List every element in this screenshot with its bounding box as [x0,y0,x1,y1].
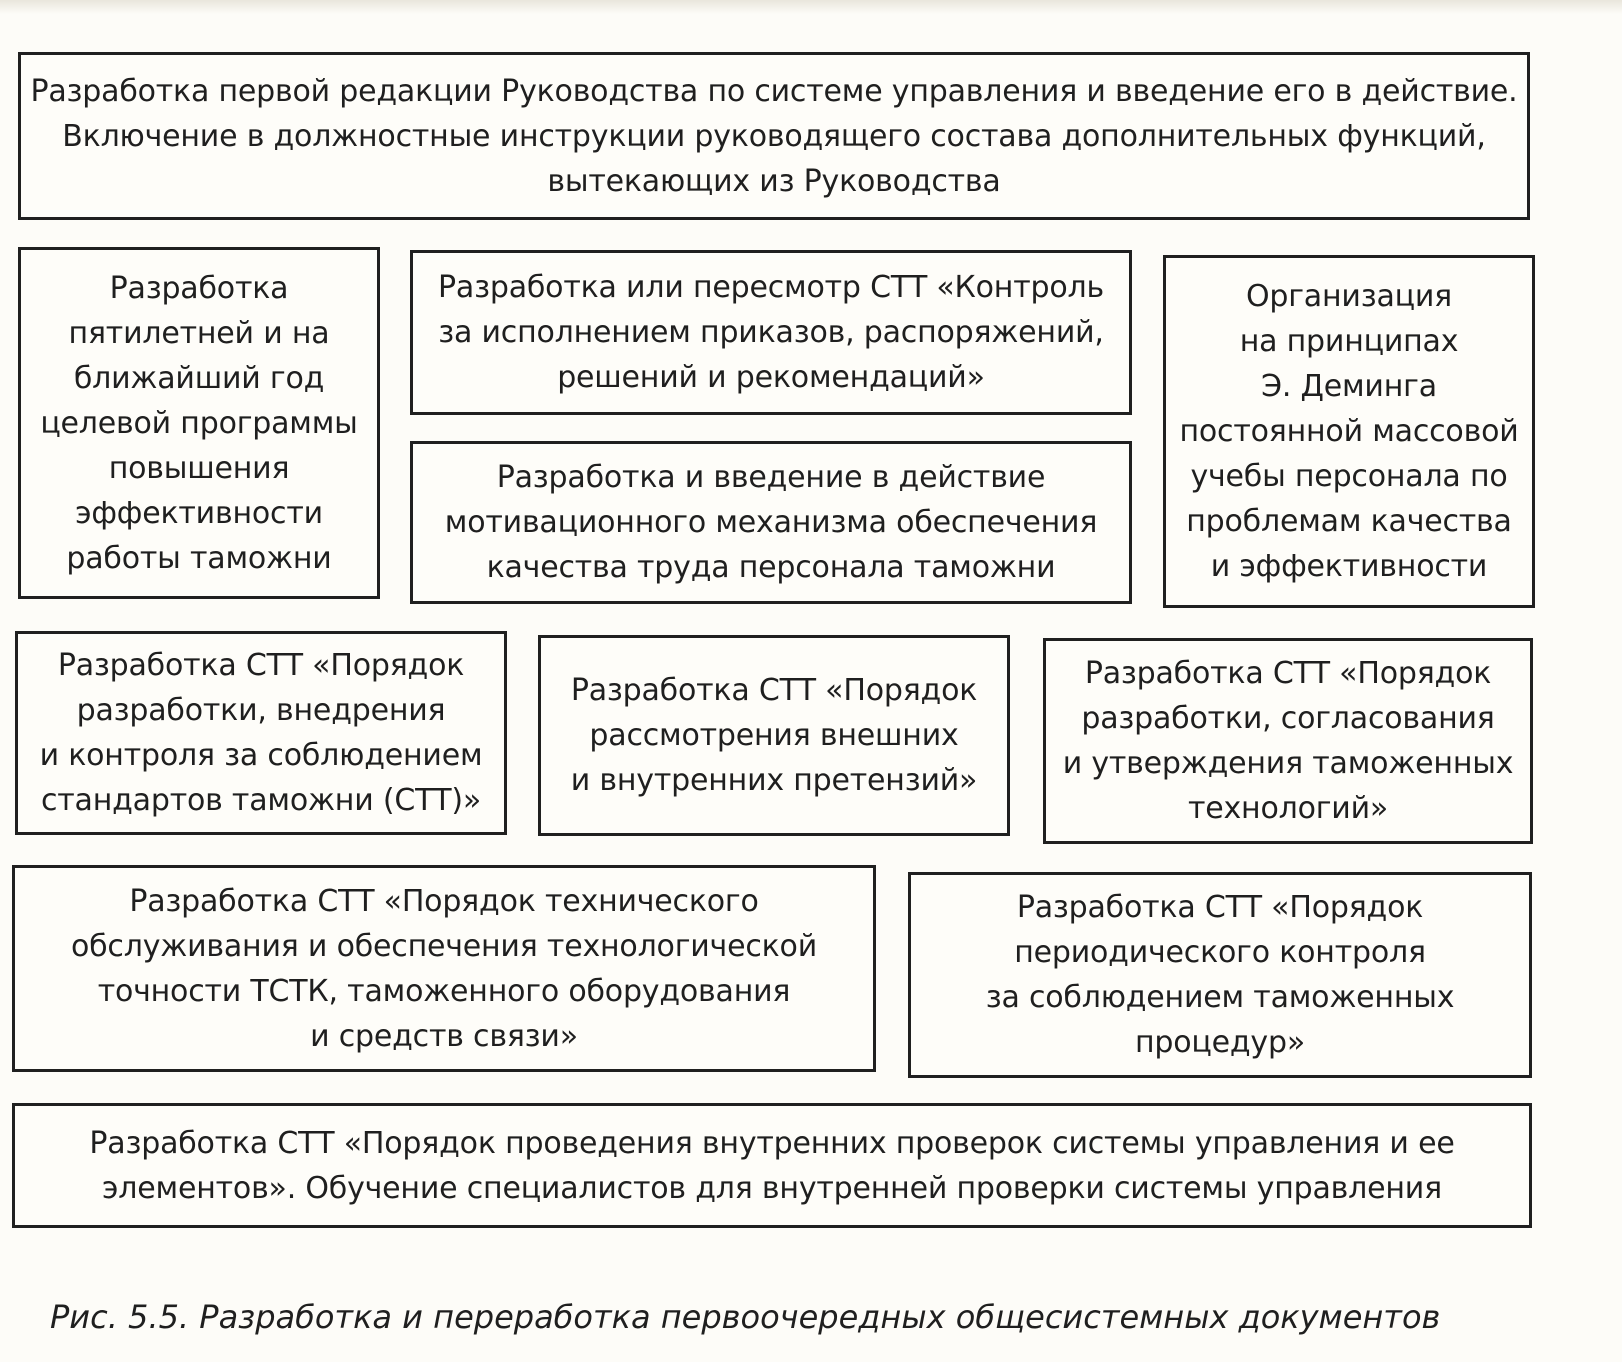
box-deming-training [1163,255,1535,608]
box-deming-training-text: Организация на принципах Э. Деминга постоянной массовой учебы персонала по проблемам качества и эффективности [1179,279,1519,584]
figure-caption: Рис. 5.5. Разработка и переработка первоочередных общесистемных документов [50,1298,1441,1336]
box-manual-first-edition-text: Разработка первой редакции Руководства по системе управления и введение его в действие. Включение в должностные инструкции руководящего состава дополнительных функций, вытекающих из Руководства [30,73,1518,199]
box-manual-first-edition [18,52,1530,220]
box-stt-standards-text: Разработка СТТ «Порядок разработки, внедрения и контроля за соблюдением стандартов таможни (СТТ)» [39,648,483,818]
box-motivation-mechanism [410,441,1132,604]
box-stt-claims-text: Разработка СТТ «Порядок рассмотрения внешних и внутренних претензий» [570,673,978,798]
box-stt-claims [538,635,1010,836]
box-target-program-text: Разработка пятилетней и на ближайший год целевой программы повышения эффективности работы таможни [40,270,358,576]
box-stt-technologies [1043,638,1533,844]
box-stt-control-orders-text: Разработка или пересмотр СТТ «Контроль за исполнением приказов, распоряжений, решений и рекомендаций» [438,270,1104,395]
box-stt-periodic-control-text: Разработка СТТ «Порядок периодического контроля за соблюдением таможенных процедур» [985,890,1455,1060]
box-stt-control-orders [410,250,1132,415]
box-stt-maintenance-text: Разработка СТТ «Порядок технического обслуживания и обеспечения технологической точности ТСТК, таможенного оборудования и средств связи» [70,883,818,1054]
box-target-program [18,247,380,599]
box-internal-audits-text: Разработка СТТ «Порядок проведения внутренних проверок системы управления и ее элементов». Обучение специалистов для внутренней проверки системы управления [89,1125,1455,1206]
box-internal-audits [12,1103,1532,1228]
box-stt-technologies-text: Разработка СТТ «Порядок разработки, согласования и утверждения таможенных технологий» [1062,656,1514,826]
box-stt-periodic-control [908,872,1532,1078]
cropped-heading-fragment [0,0,1622,14]
box-stt-standards [15,631,507,835]
box-motivation-mechanism-text: Разработка и введение в действие мотивационного механизма обеспечения качества труда персонала таможни [444,460,1098,585]
box-stt-maintenance [12,865,876,1072]
